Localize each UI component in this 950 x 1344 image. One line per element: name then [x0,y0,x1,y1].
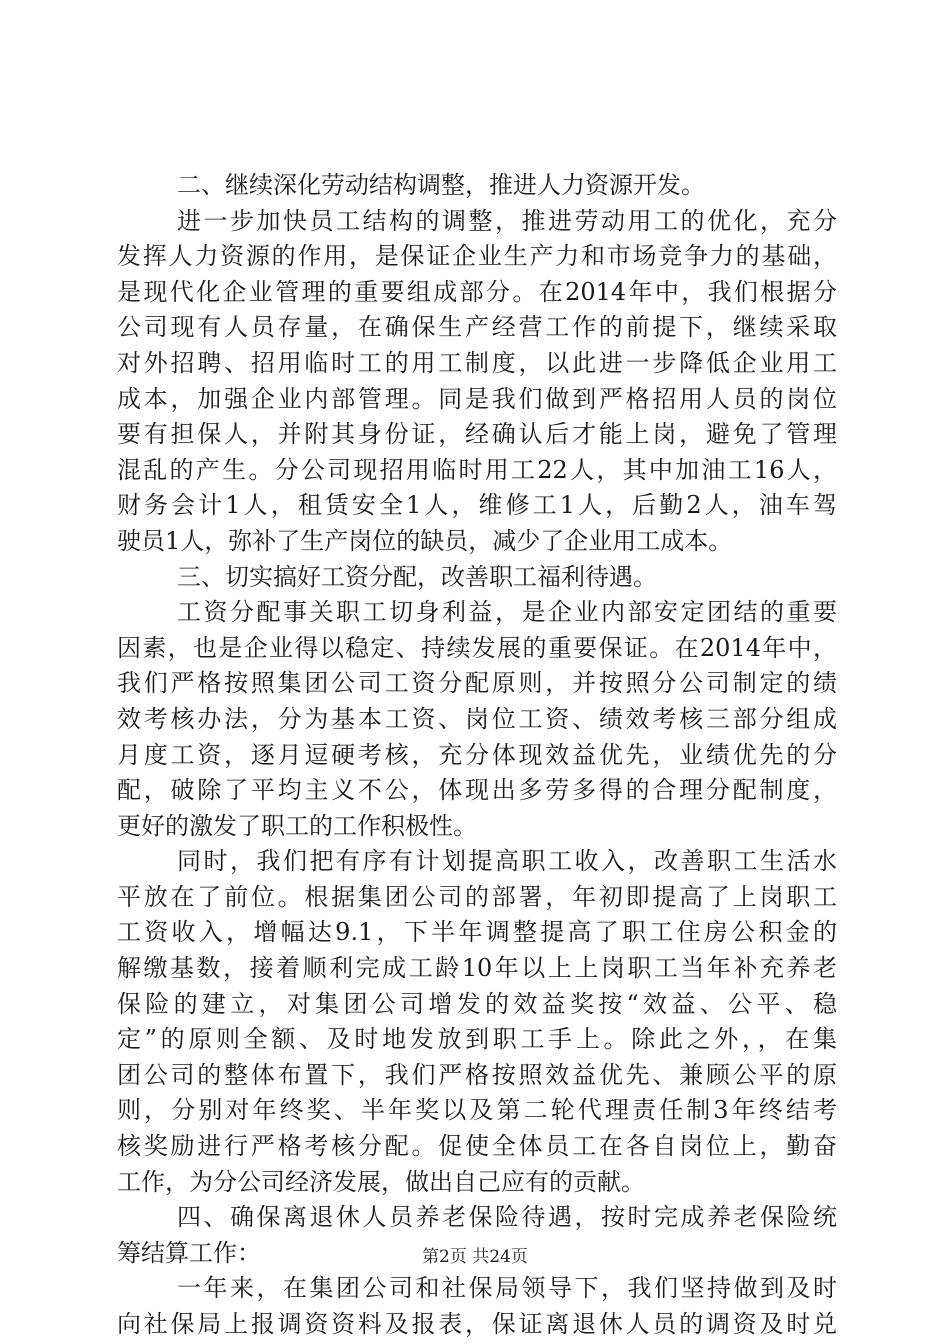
text-line: 成本，加强企业内部管理。同是我们做到严格招用人员的岗位 [117,384,837,413]
text-line: 一年来，在集团公司和社保局领导下，我们坚持做到及时 [177,1274,837,1303]
document-body [117,168,837,1343]
text-line: 公司现有人员存量，在确保生产经营工作的前提下，继续采取 [117,313,837,342]
page-footer: 第2页 共24页 [422,1247,528,1267]
text-line: 我们严格按照集团公司工资分配原则，并按照分公司制定的绩 [117,669,837,698]
text-line: 工资收入，增幅达9.1，下半年调整提高了职工住房公积金的 [117,918,837,947]
text-line: 三、切实搞好工资分配，改善职工福利待遇。 [177,562,657,591]
text-line: 混乱的产生。分公司现招用临时用工22人，其中加油工16人， [117,455,837,484]
text-line: 发挥人力资源的作用，是保证企业生产力和市场竞争力的基础， [117,242,837,271]
text-line: 对外招聘、招用临时工的用工制度，以此进一步降低企业用工 [117,348,837,377]
text-line: 四、确保离退休人员养老保险待遇，按时完成养老保险统 [177,1203,837,1232]
text-line: 驶员1人，弥补了生产岗位的缺员，减少了企业用工成本。 [117,526,733,555]
text-line: 月度工资，逐月逗硬考核，充分体现效益优先，业绩优先的分 [117,740,837,769]
text-line: 工作，为分公司经济发展，做出自己应有的贡献。 [117,1167,645,1196]
text-line: 财务会计1人，租赁安全1人，维修工1人，后勤2人，油车驾 [117,491,837,520]
text-line: 筹结算工作： [117,1238,261,1267]
text-line: 工资分配事关职工切身利益，是企业内部安定团结的重要 [177,598,837,627]
text-line: 要有担保人，并附其身份证，经确认后才能上岗，避免了管理 [117,420,837,449]
text-line: 则，分别对年终奖、半年奖以及第二轮代理责任制3年终结考 [117,1096,837,1125]
text-line: 因素，也是企业得以稳定、持续发展的重要保证。在2014年中， [117,633,837,662]
text-line: 同时，我们把有序有计划提高职工收入，改善职工生活水 [177,847,837,876]
text-line: 保险的建立，对集团公司增发的效益奖按“效益、公平、稳 [117,989,837,1018]
text-line: 进一步加快员工结构的调整，推进劳动用工的优化，充分 [177,206,837,235]
text-line: 平放在了前位。根据集团公司的部署，年初即提高了上岗职工 [117,882,837,911]
text-line: 团公司的整体布置下，我们严格按照效益优先、兼顾公平的原 [117,1060,837,1089]
text-line: 二、继续深化劳动结构调整，推进人力资源开发。 [177,171,705,199]
text-line: 配，破除了平均主义不公，体现出多劳多得的合理分配制度， [117,776,837,805]
text-line: 定”的原则全额、及时地发放到职工手上。除此之外，，在集 [117,1025,837,1054]
text-line: 效考核办法，分为基本工资、岗位工资、绩效考核三部分组成 [117,704,837,733]
text-line: 更好的激发了职工的工作积极性。 [117,811,477,840]
text-line: 是现代化企业管理的重要组成部分。在2014年中，我们根据分 [117,277,837,306]
text-line: 核奖励进行严格考核分配。促使全体员工在各自岗位上，勤奋 [117,1132,837,1161]
text-line: 解缴基数，接着顺利完成工龄10年以上上岗职工当年补充养老 [117,954,837,983]
text-line: 向社保局上报调资资料及报表，保证离退休人员的调资及时兑 [117,1310,837,1338]
